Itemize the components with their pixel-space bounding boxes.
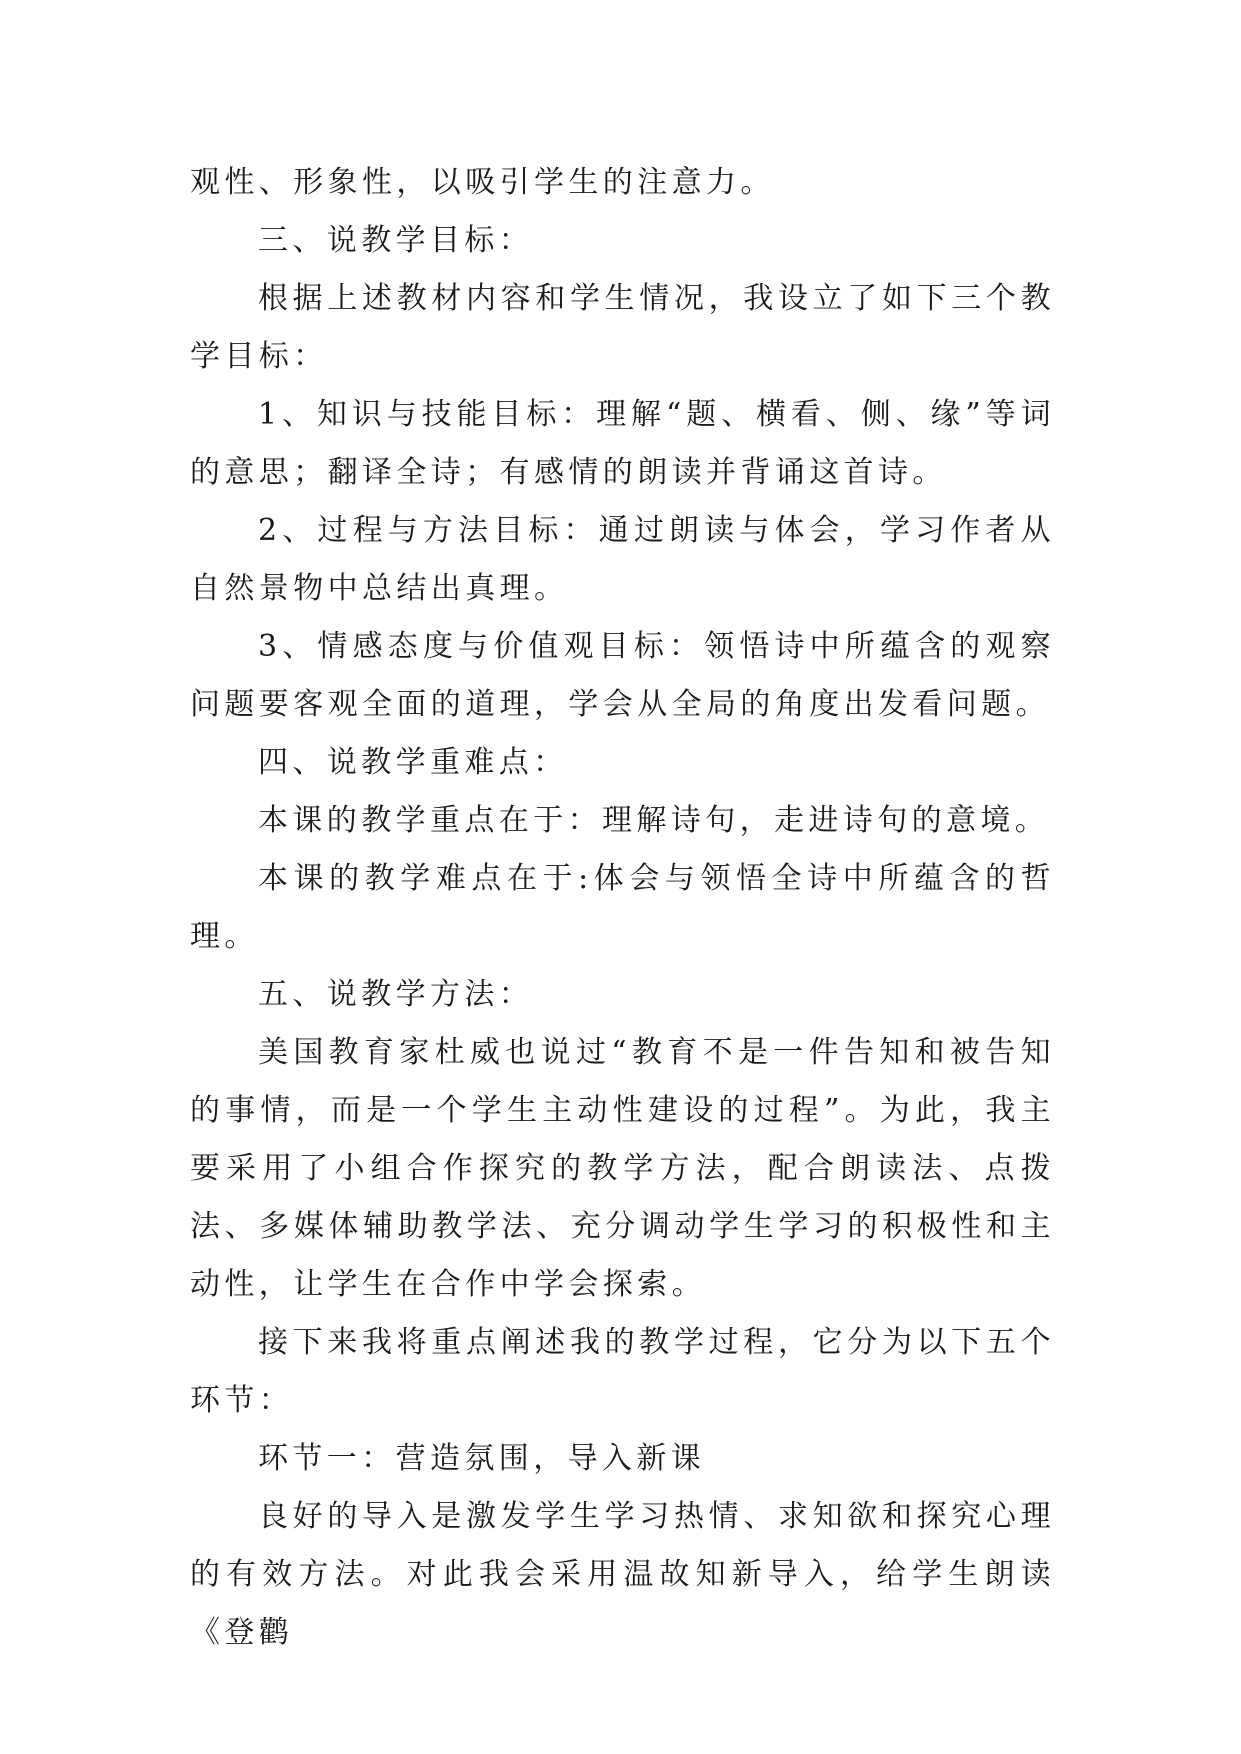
document-body xyxy=(190,154,1055,1662)
section-heading-teaching-goals: 三、说教学目标： xyxy=(258,223,534,258)
paragraph-continuation: 观性、形象性，以吸引学生的注意力。 xyxy=(190,165,775,200)
section-heading-teaching-methods: 五、说教学方法： xyxy=(258,977,534,1012)
paragraph-process-intro: 接下来我将重点阐述我的教学过程，它分为以下五个环节： xyxy=(190,1325,1055,1418)
paragraph-difficulty: 本课的教学难点在于:体会与领悟全诗中所蕴含的哲理。 xyxy=(190,861,1055,954)
paragraph-key-point: 本课的教学重点在于：理解诗句，走进诗句的意境。 xyxy=(258,803,1050,838)
paragraph-goals-intro: 根据上述教材内容和学生情况，我设立了如下三个教学目标： xyxy=(190,281,1055,374)
section-heading-key-difficulties: 四、说教学重难点： xyxy=(258,745,568,780)
paragraph-teaching-methods: 美国教育家杜威也说过“教育不是一件告知和被告知的事情，而是一个学生主动性建设的过程”。为此，我主要采用了小组合作探究的教学方法，配合朗读法、点拨法、多媒体辅助教学法、充分调动学生学习的积极性和主动性，让学生在合作中学会探索。 xyxy=(190,1035,1055,1302)
goal-knowledge-skills: 1、知识与技能目标：理解“题、横看、侧、缘”等词的意思；翻译全诗；有感情的朗读并背诵这首诗。 xyxy=(190,397,1055,490)
goal-emotion-values: 3、情感态度与价值观目标：领悟诗中所蕴含的观察问题要客观全面的道理，学会从全局的角度出发看问题。 xyxy=(190,629,1055,722)
goal-process-methods: 2、过程与方法目标：通过朗读与体会，学习作者从自然景物中总结出真理。 xyxy=(190,513,1055,606)
section-heading-step-one: 环节一：营造氛围，导入新课 xyxy=(258,1441,706,1476)
paragraph-step-one: 良好的导入是激发学生学习热情、求知欲和探究心理的有效方法。对此我会采用温故知新导入，给学生朗读《登鹳 xyxy=(190,1499,1055,1650)
